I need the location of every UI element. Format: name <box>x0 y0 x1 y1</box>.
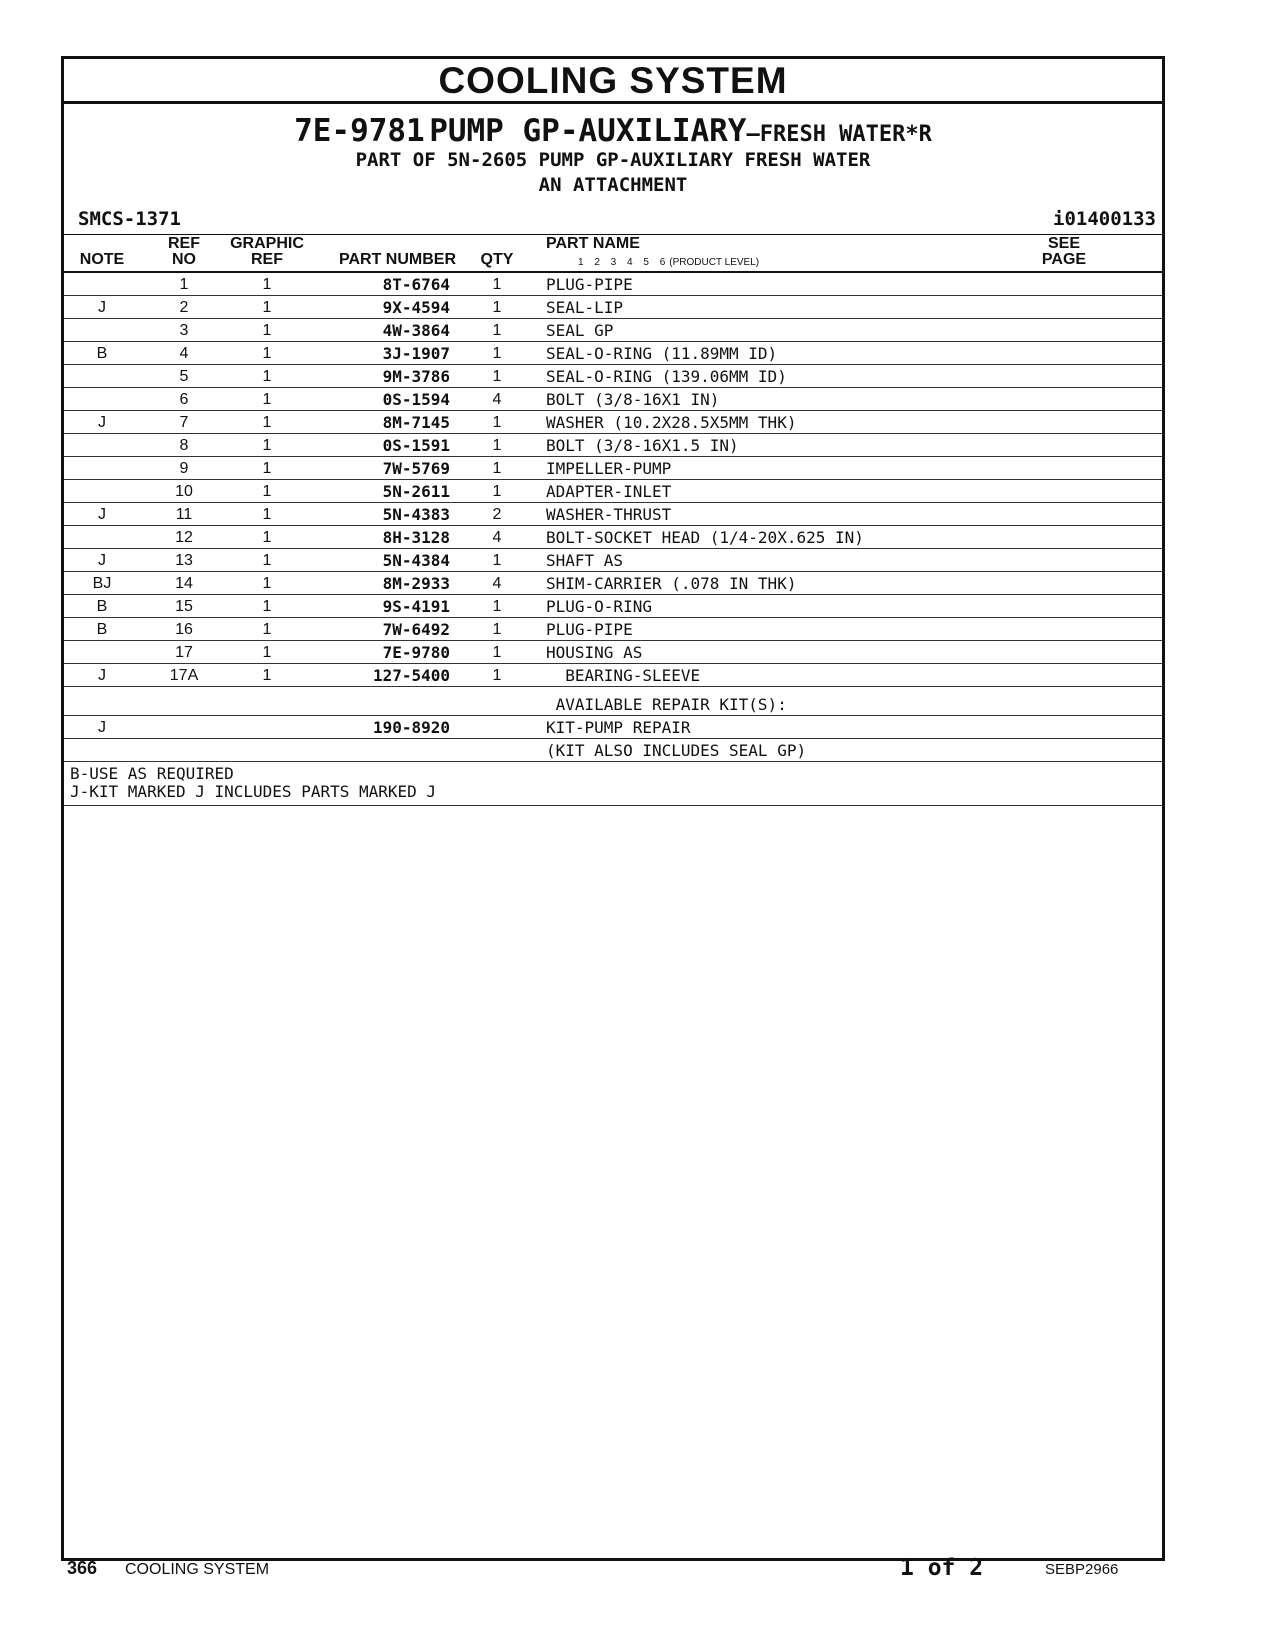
table-row <box>64 296 1162 319</box>
graphic-ref-cell: 1 <box>262 552 272 569</box>
part-number-cell: 4W-3864 <box>382 321 450 340</box>
col-see-bottom: PAGE <box>1041 251 1087 268</box>
table-row <box>64 503 1162 526</box>
part-number-cell: 5N-4383 <box>382 505 450 524</box>
qty-cell: 1 <box>492 483 502 500</box>
parts-list-frame <box>61 56 1165 1561</box>
notes-block <box>64 762 1162 806</box>
table-header <box>64 234 1162 273</box>
qty-cell: 4 <box>492 391 502 408</box>
note-j: J-KIT MARKED J INCLUDES PARTS MARKED J <box>70 782 437 801</box>
note-cell: BJ <box>92 575 112 592</box>
page-footer <box>0 1555 1275 1588</box>
part-name-cell: WASHER-THRUST <box>546 505 672 524</box>
part-number-cell: 8T-6764 <box>382 275 450 294</box>
ref-no-cell: 15 <box>175 598 193 615</box>
repair-kit-row <box>64 716 1162 739</box>
ref-no-cell: 4 <box>179 345 189 362</box>
table-row <box>64 342 1162 365</box>
part-number-cell: 5N-2611 <box>382 482 450 501</box>
graphic-ref-cell: 1 <box>262 368 272 385</box>
graphic-ref-cell: 1 <box>262 391 272 408</box>
product-level-numbers: 1 2 3 4 5 6 <box>578 257 666 268</box>
table-row <box>64 595 1162 618</box>
table-row <box>64 572 1162 595</box>
qty-cell: 4 <box>492 529 502 546</box>
col-graphic-ref <box>224 236 310 268</box>
part-number-cell: 127-5400 <box>372 666 450 685</box>
graphic-ref-cell: 1 <box>262 621 272 638</box>
part-name-cell: SHIM-CARRIER (.078 IN THK) <box>546 574 797 593</box>
graphic-ref-cell: 1 <box>262 460 272 477</box>
col-ref-top: REF <box>168 235 200 252</box>
part-name-cell: PLUG-PIPE <box>546 275 633 294</box>
attachment-line: AN ATTACHMENT <box>538 174 688 196</box>
qty-cell: 1 <box>492 414 502 431</box>
part-number-cell: 8M-2933 <box>382 574 450 593</box>
note-b: B-USE AS REQUIRED <box>70 764 234 783</box>
repair-kit-note-row <box>64 739 1162 762</box>
graphic-ref-cell: 1 <box>262 575 272 592</box>
repair-kit-heading: AVAILABLE REPAIR KIT(S): <box>546 695 787 714</box>
col-qty: QTY <box>480 251 514 268</box>
part-name-cell: IMPELLER-PUMP <box>546 459 672 478</box>
qty-cell: 1 <box>492 368 502 385</box>
table-row <box>64 319 1162 342</box>
part-name-cell: PLUG-PIPE <box>546 620 633 639</box>
part-number-cell: 9M-3786 <box>382 367 450 386</box>
part-name-cell: SEAL-O-RING (11.89MM ID) <box>546 344 778 363</box>
note-cell: J <box>98 414 106 431</box>
graphic-ref-cell: 1 <box>262 322 272 339</box>
page-number: 366 <box>67 1558 98 1578</box>
qty-cell: 1 <box>492 667 502 684</box>
ref-no-cell: 5 <box>179 368 189 385</box>
part-number-cell: 9X-4594 <box>382 298 450 317</box>
ref-no-cell: 17 <box>175 644 193 661</box>
part-name-cell: BOLT (3/8-16X1 IN) <box>546 390 720 409</box>
part-number-cell: 8H-3128 <box>382 528 450 547</box>
col-graphic-bottom: REF <box>251 251 283 268</box>
col-see-page <box>1026 236 1102 268</box>
graphic-ref-cell: 1 <box>262 414 272 431</box>
part-of-line: PART OF 5N-2605 PUMP GP-AUXILIARY FRESH WATER <box>355 149 871 171</box>
ref-no-cell: 12 <box>175 529 193 546</box>
qty-cell: 2 <box>492 506 502 523</box>
section-title: COOLING SYSTEM <box>64 59 1162 104</box>
kit-name: KIT-PUMP REPAIR <box>546 718 691 737</box>
part-name-cell: SHAFT AS <box>546 551 624 570</box>
ref-no-cell: 13 <box>175 552 193 569</box>
document-number: SEBP2966 <box>1045 1561 1119 1578</box>
ref-no-cell: 10 <box>175 483 193 500</box>
group-number: 7E-9781 <box>294 113 425 149</box>
group-title <box>64 114 1162 148</box>
graphic-ref-cell: 1 <box>262 667 272 684</box>
table-row <box>64 365 1162 388</box>
note-cell: J <box>98 552 106 569</box>
part-name-cell: ADAPTER-INLET <box>546 482 672 501</box>
qty-cell: 1 <box>492 345 502 362</box>
part-name-cell: WASHER (10.2X28.5X5MM THK) <box>546 413 797 432</box>
qty-cell: 1 <box>492 598 502 615</box>
ref-no-cell: 16 <box>175 621 193 638</box>
qty-cell: 1 <box>492 621 502 638</box>
qty-cell: 1 <box>492 299 502 316</box>
part-number-cell: 8M-7145 <box>382 413 450 432</box>
table-row <box>64 641 1162 664</box>
part-name-cell: HOUSING AS <box>546 643 643 662</box>
table-row <box>64 664 1162 687</box>
part-number-cell: 7E-9780 <box>382 643 450 662</box>
qty-cell: 1 <box>492 644 502 661</box>
col-part-number: PART NUMBER <box>338 251 456 268</box>
illustration-id: i01400133 <box>1053 208 1156 230</box>
graphic-ref-cell: 1 <box>262 644 272 661</box>
part-number-cell: 5N-4384 <box>382 551 450 570</box>
note-cell: J <box>98 299 106 316</box>
kit-note: J <box>98 719 106 736</box>
part-name-cell: SEAL-LIP <box>546 298 624 317</box>
qty-cell: 1 <box>492 460 502 477</box>
note-cell: J <box>98 506 106 523</box>
part-number-cell: 7W-6492 <box>382 620 450 639</box>
sheet-indicator: 1 of 2 <box>900 1555 984 1581</box>
graphic-ref-cell: 1 <box>262 529 272 546</box>
table-row <box>64 273 1162 296</box>
col-ref-bottom: NO <box>172 251 196 268</box>
graphic-ref-cell: 1 <box>262 506 272 523</box>
group-name: PUMP GP-AUXILIARY <box>429 113 747 149</box>
graphic-ref-cell: 1 <box>262 345 272 362</box>
part-name-cell: BOLT (3/8-16X1.5 IN) <box>546 436 739 455</box>
col-part-name: PART NAME <box>546 235 640 252</box>
table-row <box>64 457 1162 480</box>
smcs-code: SMCS-1371 <box>78 208 181 230</box>
col-see-top: SEE <box>1047 235 1080 252</box>
product-level-label: (PRODUCT LEVEL) <box>669 257 760 268</box>
qty-cell: 1 <box>492 322 502 339</box>
table-row <box>64 434 1162 457</box>
table-row <box>64 549 1162 572</box>
graphic-ref-cell: 1 <box>262 299 272 316</box>
table-row <box>64 411 1162 434</box>
part-number-cell: 0S-1594 <box>382 390 450 409</box>
part-number-cell: 0S-1591 <box>382 436 450 455</box>
table-row <box>64 388 1162 411</box>
qty-cell: 4 <box>492 575 502 592</box>
part-name-cell: SEAL-O-RING (139.06MM ID) <box>546 367 787 386</box>
table-row <box>64 480 1162 503</box>
part-number-cell: 3J-1907 <box>382 344 450 363</box>
qty-cell: 1 <box>492 276 502 293</box>
note-cell: J <box>98 667 106 684</box>
col-graphic-top: GRAPHIC <box>230 235 304 252</box>
note-cell: B <box>96 621 108 638</box>
graphic-ref-cell: 1 <box>262 437 272 454</box>
qty-cell: 1 <box>492 437 502 454</box>
table-row <box>64 618 1162 641</box>
kit-includes-note: (KIT ALSO INCLUDES SEAL GP) <box>546 741 807 760</box>
product-levels <box>578 257 759 268</box>
part-name-cell: BOLT-SOCKET HEAD (1/4-20X.625 IN) <box>546 528 864 547</box>
qty-cell: 1 <box>492 552 502 569</box>
ref-no-cell: 17A <box>169 667 199 684</box>
col-note: NOTE <box>79 251 125 268</box>
ref-no-cell: 9 <box>179 460 189 477</box>
part-number-cell: 7W-5769 <box>382 459 450 478</box>
ref-no-cell: 11 <box>175 506 193 523</box>
ref-no-cell: 6 <box>179 391 189 408</box>
ref-no-cell: 14 <box>175 575 193 592</box>
part-number-cell: 9S-4191 <box>382 597 450 616</box>
parts-table-body <box>64 273 1162 687</box>
ref-no-cell: 7 <box>179 414 189 431</box>
part-name-cell: SEAL GP <box>546 321 614 340</box>
ref-no-cell: 3 <box>179 322 189 339</box>
repair-kit-heading-row <box>64 687 1162 716</box>
ref-no-cell: 2 <box>179 299 189 316</box>
table-row <box>64 526 1162 549</box>
col-ref <box>156 236 212 268</box>
footer-section: COOLING SYSTEM <box>125 1561 270 1578</box>
kit-part-number: 190-8920 <box>372 718 450 737</box>
part-name-cell: BEARING-SLEEVE <box>546 666 701 685</box>
codes-row <box>64 204 1162 234</box>
graphic-ref-cell: 1 <box>262 276 272 293</box>
ref-no-cell: 8 <box>179 437 189 454</box>
graphic-ref-cell: 1 <box>262 483 272 500</box>
part-name-cell: PLUG-O-RING <box>546 597 652 616</box>
note-cell: B <box>96 345 108 362</box>
graphic-ref-cell: 1 <box>262 598 272 615</box>
group-suffix: —FRESH WATER*R <box>746 122 932 147</box>
ref-no-cell: 1 <box>179 276 189 293</box>
note-cell: B <box>96 598 108 615</box>
